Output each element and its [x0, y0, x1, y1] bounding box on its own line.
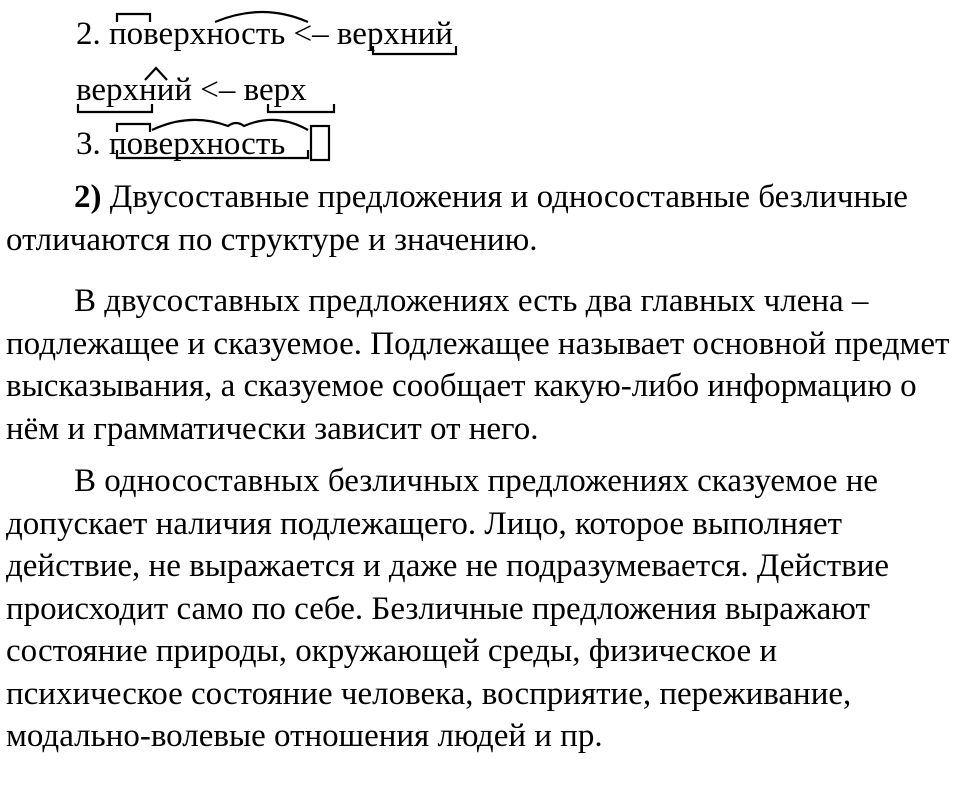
stem-bracket	[117, 150, 308, 158]
paragraph-text: Двусоставные предложения и односоставные безличные отличаются по структуре и значению.	[6, 179, 908, 258]
analyzed-word: верхний	[76, 72, 193, 108]
answer-paragraph-3	[6, 460, 956, 758]
source-word: верхний	[336, 16, 453, 52]
prefix-mark	[117, 14, 150, 22]
suffix-mark	[215, 12, 308, 22]
suffix-mark	[145, 68, 167, 80]
derivation-arrow: <–	[200, 72, 236, 108]
root-mark	[78, 104, 152, 112]
source-word: верх	[243, 72, 307, 108]
item-number: 2.	[76, 16, 101, 52]
answer-paragraph-1	[6, 176, 956, 261]
item-number: 3.	[76, 126, 101, 162]
analyzed-word: поверхность	[109, 126, 286, 162]
paragraph-text: В двусоставных предложениях есть два главных члена – подлежащее и сказуемое. Подлежащее называет основной предмет высказывания, а сказуемое сообщает какую-либо информацию о нём и грамматически зависит от него.	[6, 283, 950, 447]
stem-mark	[152, 120, 308, 130]
derivation-arrow: <–	[293, 16, 329, 52]
morpheme-marks	[0, 0, 960, 170]
analyzed-word: поверхность	[109, 16, 286, 52]
root-mark	[373, 46, 456, 54]
prefix-mark	[117, 124, 150, 132]
ending-mark	[311, 126, 329, 160]
paragraph-text: В односоставных безличных предложениях сказуемое не допускает наличия подлежащего. Лицо, которое выполняет действие, не выражается и даже не подразумевается. Действие происходит само по себе. Безличные предложения выражают состояние природы, окружающей среды, физическое и психическое состояние человека, восприятие, переживание, модально-волевые отношения людей и пр.	[6, 463, 890, 754]
answer-marker: 2)	[74, 179, 102, 215]
answer-paragraph-2	[6, 280, 956, 450]
root-mark	[268, 104, 334, 112]
